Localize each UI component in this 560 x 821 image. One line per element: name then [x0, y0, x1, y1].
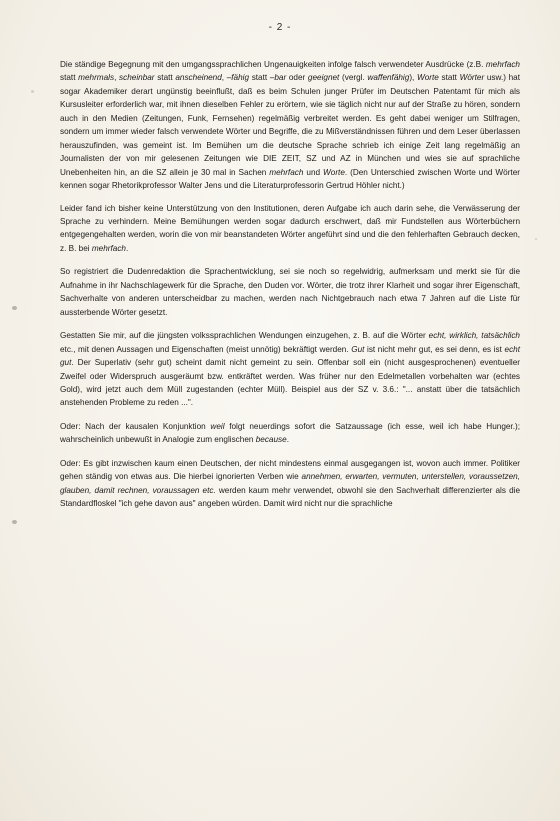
italic-term: Worte: [416, 73, 439, 83]
scan-speck: [535, 238, 537, 240]
paragraph: [60, 420, 520, 447]
paragraph: [60, 329, 520, 410]
text-run: und: [303, 167, 324, 177]
text-run: werden kaum mehr verwendet, obwohl sie den Sachverhalt differenzierter als die Standardfloskel "ich gehe davon aus" angeben würden. Damit wird nicht nur die sprachliche: [60, 485, 520, 509]
text-run: statt: [60, 73, 79, 83]
punch-hole-mark: [12, 306, 17, 310]
text-run: statt: [154, 73, 176, 83]
text-run: oder: [286, 73, 308, 83]
text-run: ,: [221, 73, 227, 83]
paragraph: [60, 457, 520, 511]
paragraph: [60, 265, 520, 319]
text-run: statt: [438, 73, 460, 83]
italic-term: mehrmals: [78, 73, 115, 83]
paragraph: [60, 58, 520, 193]
italic-term: weil: [210, 421, 225, 431]
italic-term: geeignet: [307, 73, 340, 83]
text-run: usw.) hat sogar Akademiker derart ungünstig beeinflußt, daß es beim Schulen junger Prüfer im Deutschen Patentamt für mich als Kursusleiter erforderlich war, mit ihnen dieselben Fehler zu erörtern, wie sie täglich nicht nur auf der Straße zu hören, sondern auch in den Medien (Zeitungen, Funk, Fernsehen) regelmäßig verbreitet werden. Es geht dabei weniger um Stilfragen, sondern um immer wieder falsch verwendete Wörter und Begriffe, die zu Mißverständnissen führen und dem Leser überlassen herauszufinden, was gemeint ist. Im Bemühen um die deutsche Sprache schrieb ich einige Zeit lang regelmäßig an Journalisten der von mir gelesenen Zeitungen wie DIE ZEIT, SZ und AZ in München und wies sie auf sprachliche Unebenheiten hin, an die SZ allein je 30 mal in Sachen: [60, 73, 520, 177]
text-run: Leider fand ich bisher keine Unterstützung von den Institutionen, deren Aufgabe ich auch darin sehe, die Verwässerung der Sprache zu verhindern. Meine Bemühungen werden sogar dadurch erschwert, daß mir Fundstellen aus Wörterbüchern entgegengehalten werden, worin die von mir beanstandeten Wörter angeführt sind und die den fehlerhaften Gebrauch decken, z. B. bei: [60, 203, 520, 253]
italic-term: because: [255, 435, 287, 445]
text-run: ,: [114, 73, 120, 83]
italic-term: mehrfach: [91, 243, 126, 253]
page-number: - 2 -: [268, 22, 292, 33]
text-run: ),: [409, 73, 417, 83]
text-run: Gestatten Sie mir, auf die jüngsten volkssprachlichen Wendungen einzugehen, z. B. auf die Wörter: [60, 331, 429, 341]
italic-term: Worte: [323, 167, 345, 177]
text-run: So registriert die Dudenredaktion die Sprachentwicklung, sei sie noch so regelwidrig, aufmerksam und merkt sie für die Aufnahme in ihr Nachschlagewerk für die Sprache, den Duden vor. Wörter, die trotz ihrer Klarheit und sogar ihrer Eigenschaft, Sachverhalte von anderen unterscheidbar zu machen, werden nach Nichtgebrauch nach etwa 7 Jahren auf die Liste für aussterbende Wörter gesetzt.: [60, 267, 520, 317]
text-run: (vergl.: [339, 73, 368, 83]
text-run: etc., mit denen Aussagen und Eigenschaften (meist unnötig) bekräftigt werden.: [60, 344, 352, 354]
text-run: . Der Superlativ (sehr gut) scheint damit nicht gemeint zu sein. Offenbar soll ein (nicht ausgesprochenen) eventueller Zweifel oder Widerspruch ausgeräumt bzw. entkräftet werden. Was früher nur den Edelmetallen vorbehalten war (echtes Gold), wird jetzt auch dem Müll zugestanden (echter Müll). Beispiel aus der SZ v. 3.6.: "... anstatt über die tatsächlich anstehenden Probleme zu reden ...".: [60, 358, 520, 408]
text-run: Oder: Es gibt inzwischen kaum einen Deutschen, der nicht mindestens einmal ausgegangen ist, wovon auch immer. Politiker gehen ständig von etwas aus. Die hierbei ignorierten Verben wie: [60, 458, 520, 482]
italic-term: scheinbar: [119, 73, 155, 83]
italic-term: annehmen, erwarten, vermuten, unterstellen, voraussetzen, glauben, damit rechnen, voraussagen etc.: [60, 472, 520, 495]
text-run: folgt neuerdings sofort die Satzaussage (ich esse, weil ich habe Hunger.); wahrscheinlich unbewußt in Analogie zum englischen: [60, 421, 520, 445]
italic-term: –fähig: [226, 73, 250, 83]
text-run: Die ständige Begegnung mit den umgangssprachlichen Ungenauigkeiten infolge falsch verwendeter Ausdrücke (z.B.: [60, 60, 486, 69]
text-run: ist nicht mehr gut, es sei denn, es ist: [364, 344, 505, 354]
italic-term: Wörter: [459, 73, 485, 83]
italic-term: mehrfach: [485, 60, 520, 69]
paragraph: [60, 202, 520, 256]
text-run: .: [126, 243, 129, 253]
italic-term: Gut: [351, 344, 365, 354]
letter-body: [60, 58, 520, 511]
italic-term: –bar: [269, 73, 287, 83]
punch-hole-mark: [12, 520, 17, 524]
text-run: . (Den Unterschied zwischen Worte und Wörter kennen sogar Rhetorikprofessor Walter Jens und die Literaturprofessorin Gertrud Höhler nicht.): [60, 167, 520, 191]
scan-speck: [31, 90, 34, 93]
text-run: .: [286, 435, 289, 445]
italic-term: echt gut: [60, 344, 520, 368]
italic-term: echt, wirklich, tatsächlich: [428, 331, 520, 341]
italic-term: mehrfach: [269, 167, 304, 177]
italic-term: waffenfähig: [367, 73, 410, 83]
text-run: Oder: Nach der kausalen Konjunktion: [60, 421, 211, 431]
text-run: statt: [249, 73, 270, 83]
italic-term: anscheinend: [175, 73, 222, 83]
